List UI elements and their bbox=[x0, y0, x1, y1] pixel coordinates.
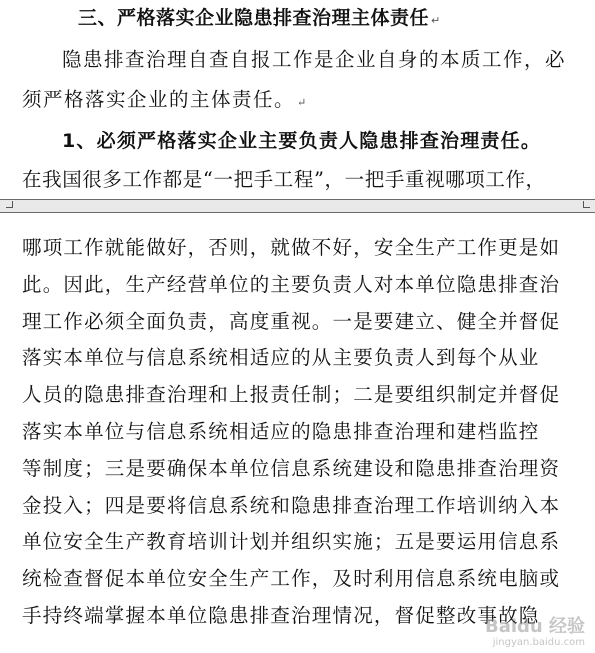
body-line: 理工作必须全面负责，高度重视。一是要建立、健全并督促 bbox=[22, 310, 561, 333]
body-line: 手持终端掌握本单位隐患排查治理情况，督促整改事故隐 bbox=[22, 604, 540, 627]
intro-line-1: 隐患排查治理自查自报工作是企业自身的本质工作，必 bbox=[62, 48, 567, 71]
watermark bbox=[375, 617, 585, 651]
page-break bbox=[0, 196, 595, 218]
corner-mark-right bbox=[583, 201, 590, 208]
body-top-line: 在我国很多工作都是“一把手工程”，一把手重视哪项工作， bbox=[22, 168, 546, 191]
body-line: 单位安全生产教育培训计划并组织实施；五是要运用信息系 bbox=[22, 530, 561, 553]
subheading: 1、必须严格落实企业主要负责人隐患排查治理责任。 bbox=[62, 130, 542, 152]
body-line: 人员的隐患排查治理和上报责任制；二是要组织制定并督促 bbox=[22, 383, 561, 406]
intro-line-2: 须严格落实企业的主体责任。 ↵ bbox=[22, 88, 308, 111]
section-heading: 三、严格落实企业隐患排查治理主体责任 ↵ bbox=[78, 7, 441, 29]
body-line: 统检查督促本单位安全生产工作，及时利用信息系统电脑或 bbox=[22, 567, 561, 590]
paragraph-mark-icon: ↵ bbox=[297, 96, 308, 109]
page-break-bottom-line bbox=[0, 212, 595, 213]
paragraph-mark-icon: ↵ bbox=[431, 14, 441, 27]
body-line: 此。因此，生产经营单位的主要负责人对本单位隐患排查治 bbox=[22, 273, 561, 296]
corner-mark-left bbox=[6, 201, 13, 208]
body-line: 金投入；四是要将信息系统和隐患排查治理工作培训纳入本 bbox=[22, 494, 561, 517]
body-line: 等制度；三是要确保本单位信息系统建设和隐患排查治理资 bbox=[22, 457, 561, 480]
body-line: 哪项工作就能做好，否则，就做不好，安全生产工作更是如 bbox=[22, 236, 561, 259]
watermark-logo: Baidu 经验 bbox=[484, 616, 585, 637]
watermark-url: jingyan.baidu.com bbox=[492, 637, 585, 648]
body-line: 落实本单位与信息系统相适应的隐患排查治理和建档监控 bbox=[22, 420, 540, 443]
body-line: 落实本单位与信息系统相适应的从主要负责人到每个从业 bbox=[22, 346, 540, 369]
page-break-gap bbox=[0, 200, 595, 212]
